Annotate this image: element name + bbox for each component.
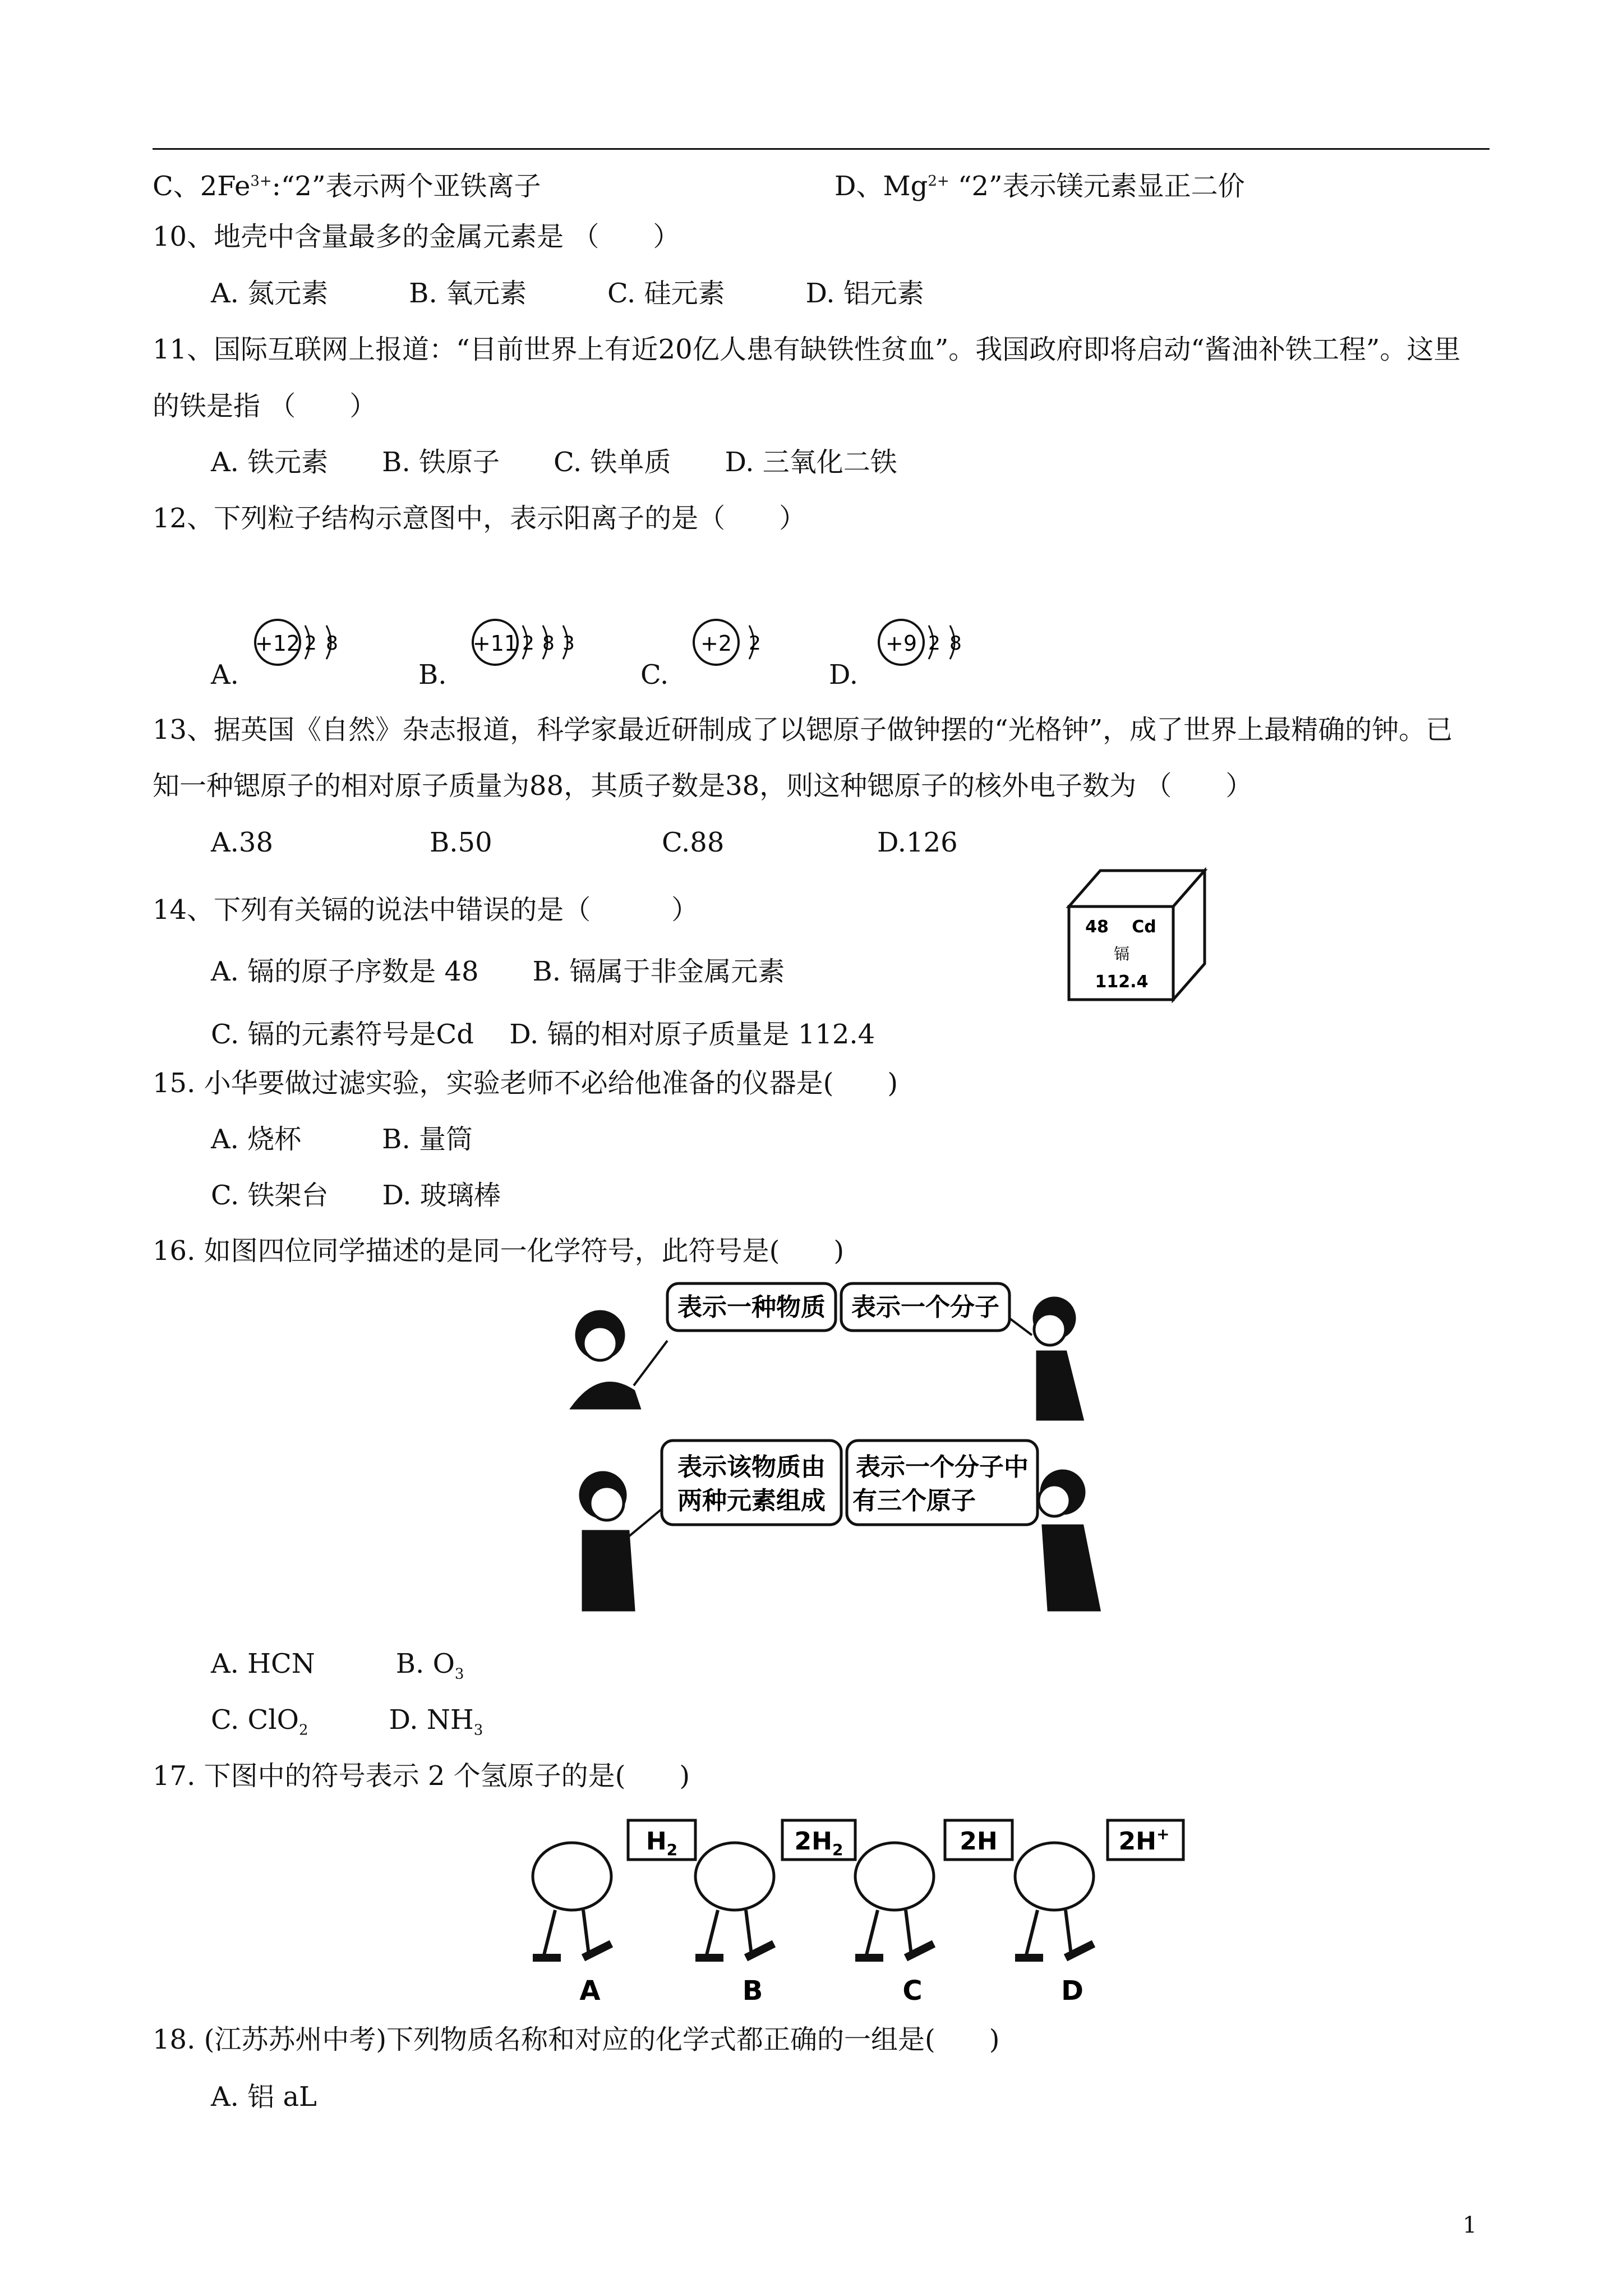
q12-label-d: D. bbox=[829, 659, 859, 691]
bubble-text-1: 表示一种物质 bbox=[677, 1293, 826, 1322]
q16-stem: 16. 如图四位同学描述的是同一化学符号，此符号是( ) bbox=[153, 1235, 845, 1267]
q11-options: A. 铁元素 B. 铁原子 C. 铁单质 D. 三氧化二铁 bbox=[211, 447, 897, 478]
q12-label-a: A. bbox=[211, 659, 239, 691]
q12-diagram-a bbox=[247, 606, 359, 679]
figure-d bbox=[1015, 1820, 1183, 2005]
page-number: 1 bbox=[1463, 2212, 1477, 2238]
q12-a-shell-2: 8 bbox=[326, 632, 338, 655]
q15-option-cd: C. 铁架台 D. 玻璃棒 bbox=[211, 1180, 501, 1211]
figure-label-c: C bbox=[902, 1975, 923, 2005]
q17-hydrogen-figures bbox=[522, 1815, 1189, 2005]
figure-label-d: D bbox=[1061, 1975, 1083, 2005]
q9-option-c: C、$2Fe^{3+}:“2$”表示两个亚铁离子 bbox=[153, 171, 541, 202]
q14-option-ab: A. 镉的原子序数是 48 B. 镉属于非金属元素 bbox=[211, 956, 785, 987]
q13-option-d: D.126 bbox=[877, 827, 958, 858]
cadmium-element-card bbox=[1066, 864, 1211, 1004]
q17-stem: 17. 下图中的符号表示 2 个氢原子的是( ) bbox=[153, 1760, 690, 1792]
bubble-text-2: 表示一个分子 bbox=[851, 1293, 999, 1322]
q13-option-a: A.38 bbox=[211, 827, 273, 858]
student-icon-2 bbox=[1034, 1298, 1082, 1419]
q12-b-shell-2: 8 bbox=[542, 632, 555, 655]
q9-option-d: D、$Mg^{2+}$ “2”表示镁元素显正二价 bbox=[834, 171, 1245, 202]
q16-option-cd: C. ClO$_2$ D. $NH_3$ bbox=[211, 1704, 483, 1739]
q12-label-c: C. bbox=[640, 659, 669, 691]
element-symbol: Cd bbox=[1132, 917, 1156, 937]
q12-diagram-c bbox=[685, 606, 775, 679]
student-icon-4 bbox=[1039, 1471, 1099, 1610]
figure-label-a: A bbox=[579, 1975, 601, 2005]
q12-diagram-d bbox=[870, 606, 983, 679]
q12-d-nucleus: +9 bbox=[885, 631, 917, 656]
element-name: 镉 bbox=[1113, 945, 1130, 963]
q12-stem: 12、下列粒子结构示意图中，表示阳离子的是（ ） bbox=[153, 503, 806, 534]
q13-option-b: B.50 bbox=[430, 827, 492, 858]
q14-stem: 14、下列有关镉的说法中错误的是（ ） bbox=[153, 894, 699, 926]
q12-label-b: B. bbox=[418, 659, 447, 691]
student-icon-3 bbox=[580, 1473, 634, 1610]
header-rule bbox=[153, 148, 1490, 150]
q15-option-ab: A. 烧杯 B. 量筒 bbox=[211, 1124, 473, 1155]
sign-c: 2H bbox=[960, 1827, 998, 1856]
q10-stem: 10、地壳中含量最多的金属元素是 （ ） bbox=[153, 221, 680, 252]
student-icon-1 bbox=[572, 1312, 639, 1408]
q12-d-shell-1: 2 bbox=[928, 632, 940, 655]
sign-b: $2H_2$ bbox=[794, 1827, 843, 1859]
element-number: 48 bbox=[1085, 917, 1109, 937]
q15-stem: 15. 小华要做过滤实验，实验老师不必给他准备的仪器是( ) bbox=[153, 1068, 898, 1099]
figure-a bbox=[533, 1820, 695, 2005]
figure-label-b: B bbox=[742, 1975, 763, 2005]
q12-a-nucleus: +12 bbox=[255, 631, 301, 656]
q13-stem-line1: 13、据英国《自然》杂志报道，科学家最近研制成了以锶原子做钟摆的“光格钟”，成了世界上最精确的钟。已 bbox=[153, 714, 1453, 746]
q13-option-c: C.88 bbox=[662, 827, 725, 858]
q11-stem-line1: 11、国际互联网上报道：“目前世界上有近20亿人患有缺铁性贫血”。我国政府即将启动“酱油补铁工程”。这里 bbox=[153, 334, 1461, 365]
figure-c bbox=[855, 1820, 1012, 2005]
figure-b bbox=[695, 1820, 855, 2005]
q12-d-shell-2: 8 bbox=[949, 632, 962, 655]
q10-options: A. 氮元素 B. 氧元素 C. 硅元素 D. 铝元素 bbox=[211, 278, 924, 309]
bubble-text-4a: 表示一个分子中 bbox=[856, 1453, 1029, 1481]
bubble-text-4b: 有三个原子 bbox=[852, 1487, 976, 1515]
q13-stem-line2: 知一种锶原子的相对原子质量为88，其质子数是38，则这种锶原子的核外电子数为 （ ） bbox=[153, 770, 1253, 802]
q12-b-shell-1: 2 bbox=[522, 632, 534, 655]
q12-b-shell-3: 3 bbox=[562, 632, 575, 655]
q18-option-a: A. 铝 aL bbox=[211, 2081, 317, 2113]
sign-d: 2H+ bbox=[1118, 1825, 1170, 1856]
q11-stem-line2: 的铁是指 （ ） bbox=[153, 390, 377, 422]
q12-a-shell-1: 2 bbox=[305, 632, 317, 655]
q12-c-nucleus: +2 bbox=[700, 631, 732, 656]
bubble-text-3a: 表示该物质由 bbox=[677, 1453, 826, 1481]
q12-c-shell-1: 2 bbox=[749, 632, 761, 655]
q12-diagram-b bbox=[464, 606, 599, 679]
q18-stem: 18. (江苏苏州中考)下列物质名称和对应的化学式都正确的一组是( ) bbox=[153, 2024, 1000, 2055]
bubble-text-3b: 两种元素组成 bbox=[677, 1487, 826, 1515]
q16-students-illustration bbox=[561, 1273, 1122, 1632]
q12-b-nucleus: +11 bbox=[472, 631, 518, 656]
element-mass: 112.4 bbox=[1095, 972, 1149, 992]
sign-a: $H_2$ bbox=[645, 1827, 678, 1859]
q14-option-cd: C. 镉的元素符号是Cd D. 镉的相对原子质量是 112.4 bbox=[211, 1019, 875, 1050]
q16-option-ab: A. HCN B. $O_3$ bbox=[211, 1648, 464, 1683]
